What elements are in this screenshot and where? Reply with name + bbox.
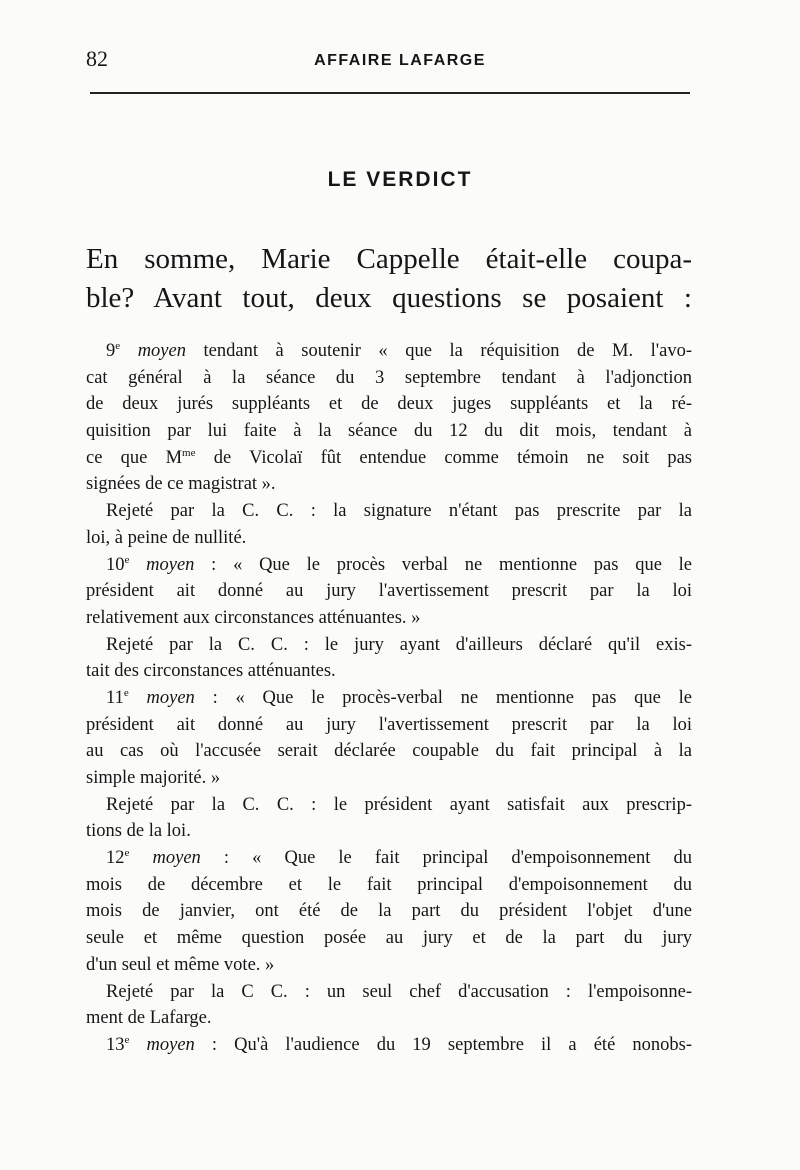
moyen-number: 9	[106, 341, 116, 361]
header-rule	[90, 92, 690, 94]
intro-line: ble? Avant tout, deux questions se posaient :	[86, 282, 692, 314]
moyen-label: moyen	[146, 1034, 195, 1055]
section-title: LE VERDICT	[327, 168, 473, 191]
moyen-number-sup: e	[124, 553, 130, 566]
paragraph-line: de deux jurés suppléants et de deux juges suppléants et la ré-	[86, 394, 692, 415]
moyen-number-sup: e	[124, 1033, 130, 1046]
paragraph-line: Rejeté par la C. C. : la signature n'étant pas prescrite par la	[106, 501, 692, 522]
intro-line: En somme, Marie Cappelle était-elle coupa-	[86, 243, 692, 275]
paragraph-line: d'un seul et même vote. »	[86, 954, 275, 975]
paragraph-line	[86, 1032, 692, 1059]
moyen-number: 11	[106, 687, 124, 708]
paragraph-line: Rejeté par la C. C. : le jury ayant d'ailleurs déclaré qu'il exis-	[106, 634, 692, 655]
paragraph-line: signées de ce magistrat ».	[86, 474, 276, 495]
page-number: 82	[86, 46, 108, 71]
moyen-label: moyen	[152, 848, 201, 869]
paragraph-line: Rejeté par la C C. : un seul chef d'accusation : l'empoisonne-	[106, 981, 692, 1002]
paragraph-line: au cas où l'accusée serait déclarée coupable du fait principal à la	[86, 741, 692, 762]
line-text: tendant à soutenir « que la réquisition de M. l'avo-	[185, 341, 692, 361]
running-title: AFFAIRE LAFARGE	[314, 52, 486, 69]
paragraph-line: seule et même question posée au jury et de la part du jury	[86, 928, 692, 949]
paragraph-line	[86, 552, 692, 579]
line-text: : « Que le procès-verbal ne mentionne pas que le	[194, 687, 693, 708]
paragraph-line: ment de Lafarge.	[86, 1008, 212, 1029]
moyen-label: moyen	[146, 687, 195, 708]
intro-paragraph	[86, 240, 692, 318]
moyen-label: moyen	[146, 554, 195, 575]
paragraph-line	[86, 845, 692, 872]
paragraph-line	[86, 338, 692, 365]
paragraph-line: président ait donné au jury l'avertissement prescrit par la loi	[86, 714, 692, 735]
line-text: : « Que le procès verbal ne mentionne pas que le	[194, 554, 693, 575]
moyen-label: moyen	[137, 341, 186, 361]
paragraph-line: cat général à la séance du 3 septembre tendant à l'adjonction	[86, 367, 692, 388]
paragraph-line: simple majorité. »	[86, 768, 221, 788]
paragraph-line: tait des circonstances atténuantes.	[86, 661, 336, 682]
paragraph-line	[86, 445, 692, 472]
paragraph-line: mois de janvier, ont été de la part du président l'objet d'une	[86, 901, 692, 922]
line-text: : « Que le fait principal d'empoisonnement du	[200, 848, 693, 869]
line-text: ce que M	[86, 447, 183, 468]
paragraph-line: relativement aux circonstances atténuantes. »	[86, 607, 421, 628]
paragraph-line: quisition par lui faite à la séance du 12 du dit mois, tendant à	[86, 421, 692, 442]
paragraph-line: loi, à peine de nullité.	[86, 527, 247, 548]
moyen-number: 13	[106, 1034, 125, 1055]
body-text	[86, 338, 692, 1059]
moyen-number-sup: e	[124, 846, 130, 859]
moyen-number-sup: e	[123, 686, 129, 699]
line-text: : Qu'à l'audience du 19 septembre il a été nonobs-	[194, 1034, 692, 1055]
paragraph-line	[86, 685, 692, 712]
paragraph-line: tions de la loi.	[86, 821, 191, 842]
paragraph-line: président ait donné au jury l'avertissement prescrit par la loi	[86, 581, 692, 602]
moyen-number: 12	[106, 848, 125, 869]
moyen-number-sup: e	[115, 339, 121, 352]
title-sup: me	[182, 446, 196, 459]
paragraph-line: mois de décembre et le fait principal d'empoisonnement du	[86, 874, 692, 895]
line-text: de Vicolaï fût entendue comme témoin ne soit pas	[195, 447, 692, 468]
paragraph-line: Rejeté par la C. C. : le président ayant satisfait aux prescrip-	[106, 794, 692, 815]
moyen-number: 10	[106, 554, 125, 575]
